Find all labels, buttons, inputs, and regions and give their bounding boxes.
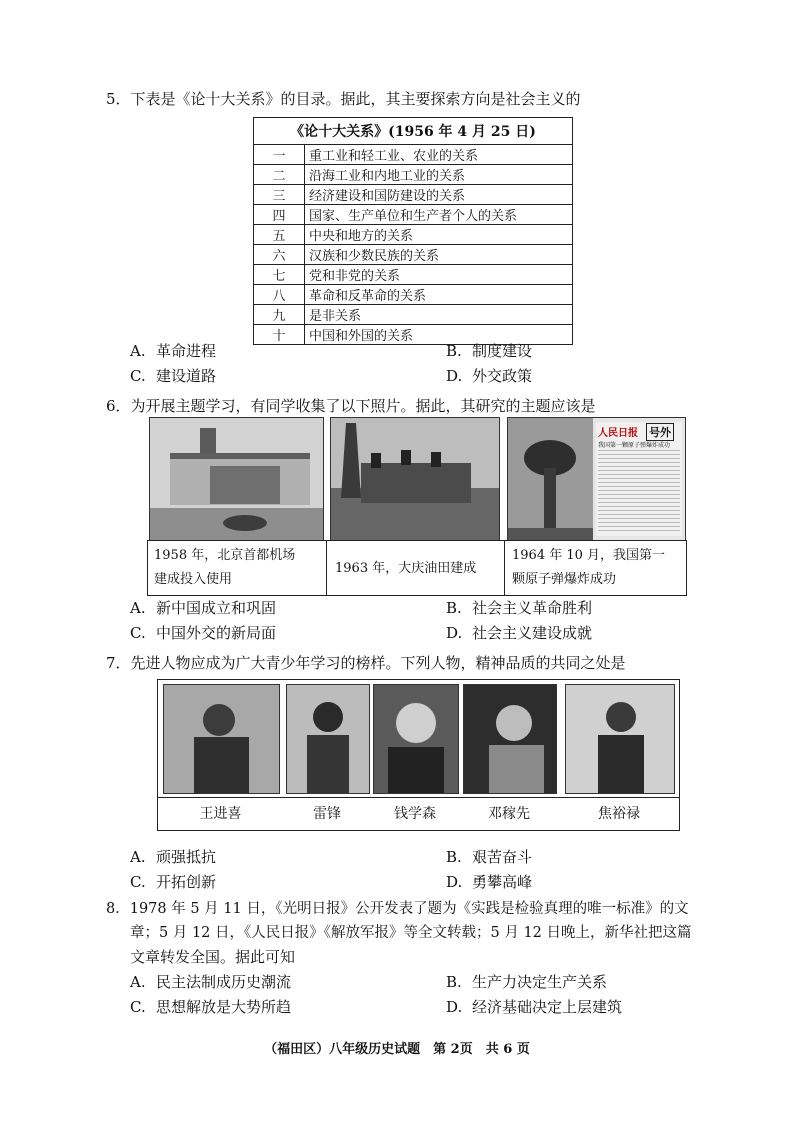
airport-photo (149, 417, 324, 541)
q5-option-c[interactable]: C. 建设道路 (130, 367, 217, 385)
name-qian-xuesen: 钱学森 (394, 806, 436, 822)
portrait-jiao-yulu (565, 684, 675, 794)
caption-bomb-line2: 颗原子弹爆炸成功 (512, 572, 617, 587)
table-row: 十 中国和外国的关系 (254, 325, 573, 345)
portrait-qian-xuesen (373, 684, 459, 794)
name-deng-jiaxian: 邓稼先 (488, 806, 530, 822)
q8-option-b[interactable]: B. 生产力决定生产关系 (446, 973, 608, 991)
q7-option-a[interactable]: A. 顽强抵抗 (130, 848, 217, 866)
table-row: 八 革命和反革命的关系 (254, 285, 573, 305)
q7-option-c[interactable]: C. 开拓创新 (130, 873, 217, 891)
names-divider (157, 797, 680, 798)
toc-title: 《论十大关系》(1956 年 4 月 25 日) (254, 118, 573, 145)
q8-stem-line3: 文章转发全国。据此可知 (130, 948, 296, 966)
portrait-lei-feng (286, 684, 370, 794)
table-row: 九 是非关系 (254, 305, 573, 325)
newspaper-image (596, 422, 682, 536)
q5-option-a[interactable]: A. 革命进程 (130, 342, 217, 360)
q5-option-b[interactable]: B. 制度建设 (446, 342, 533, 360)
oilfield-photo (330, 417, 500, 541)
newspaper-tag: 号外 (646, 423, 674, 441)
table-row: 二 沿海工业和内地工业的关系 (254, 165, 573, 185)
q6-option-c[interactable]: C. 中国外交的新局面 (130, 624, 277, 642)
portrait-wang-jinxi (163, 684, 280, 794)
q6-option-d[interactable]: D. 社会主义建设成就 (446, 624, 593, 642)
caption-oilfield: 1963 年，大庆油田建成 (335, 561, 477, 576)
person-image (374, 685, 458, 793)
newspaper-masthead: 人民日报 (598, 428, 638, 439)
atomic-bomb-photo (507, 417, 686, 541)
table-row: 一 重工业和轻工业、农业的关系 (254, 145, 573, 165)
table-row: 七 党和非党的关系 (254, 265, 573, 285)
q7-option-b[interactable]: B. 艰苦奋斗 (446, 848, 533, 866)
table-row: 三 经济建设和国防建设的关系 (254, 185, 573, 205)
table-row: 五 中央和地方的关系 (254, 225, 573, 245)
q6-stem: 6．为开展主题学习，有同学收集了以下照片。据此，其研究的主题应该是 (106, 397, 596, 415)
name-lei-feng: 雷锋 (313, 806, 341, 822)
q8-option-c[interactable]: C. 思想解放是大势所趋 (130, 998, 292, 1016)
caption-airport-line1: 1958 年，北京首都机场 (154, 548, 296, 563)
caption-airport-line2: 建成投入使用 (154, 572, 233, 587)
q7-option-d[interactable]: D. 勇攀高峰 (446, 873, 533, 891)
q8-stem-line1: 8．1978 年 5 月 11 日，《光明日报》公开发表了题为《实践是检验真理的唯一标准》的文 (106, 901, 689, 917)
person-image (164, 685, 279, 793)
caption-divider (504, 541, 505, 595)
caption-divider (326, 541, 327, 595)
person-image (566, 685, 674, 793)
table-row: 六 汉族和少数民族的关系 (254, 245, 573, 265)
q6-option-a[interactable]: A. 新中国成立和巩固 (130, 599, 277, 617)
q8-stem-line2: 章；5 月 12 日，《人民日报》《解放军报》等全文转载；5 月 12 日晚上，新华社把这篇 (130, 925, 692, 941)
page-footer: （福田区）八年级历史试题 第 2页 共 6 页 (264, 1042, 530, 1057)
newspaper-headline: 我国第一颗原子弹爆炸成功 (598, 442, 671, 449)
name-wang-jinxi: 王进喜 (199, 806, 242, 822)
q7-stem: 7．先进人物应成为广大青少年学习的榜样。下列人物，精神品质的共同之处是 (106, 654, 626, 672)
q8-option-a[interactable]: A. 民主法制成历史潮流 (130, 973, 292, 991)
oilfield-workers-image (331, 418, 499, 540)
q6-option-b[interactable]: B. 社会主义革命胜利 (446, 599, 593, 617)
name-jiao-yulu: 焦裕禄 (598, 806, 640, 822)
newspaper-text-lines (598, 450, 680, 534)
person-image (287, 685, 369, 793)
q5-option-d[interactable]: D. 外交政策 (446, 367, 533, 385)
caption-bomb-line1: 1964 年 10 月，我国第一 (512, 548, 666, 563)
table-row: 四 国家、生产单位和生产者个人的关系 (254, 205, 573, 225)
toc-table (253, 117, 573, 345)
mushroom-cloud-image (508, 418, 593, 540)
q8-option-d[interactable]: D. 经济基础决定上层建筑 (446, 998, 623, 1016)
portrait-deng-jiaxian (463, 684, 557, 794)
q5-stem: 5．下表是《论十大关系》的目录。据此，其主要探索方向是社会主义的 (106, 90, 581, 108)
person-image (464, 685, 556, 793)
airport-building-image (150, 418, 323, 540)
